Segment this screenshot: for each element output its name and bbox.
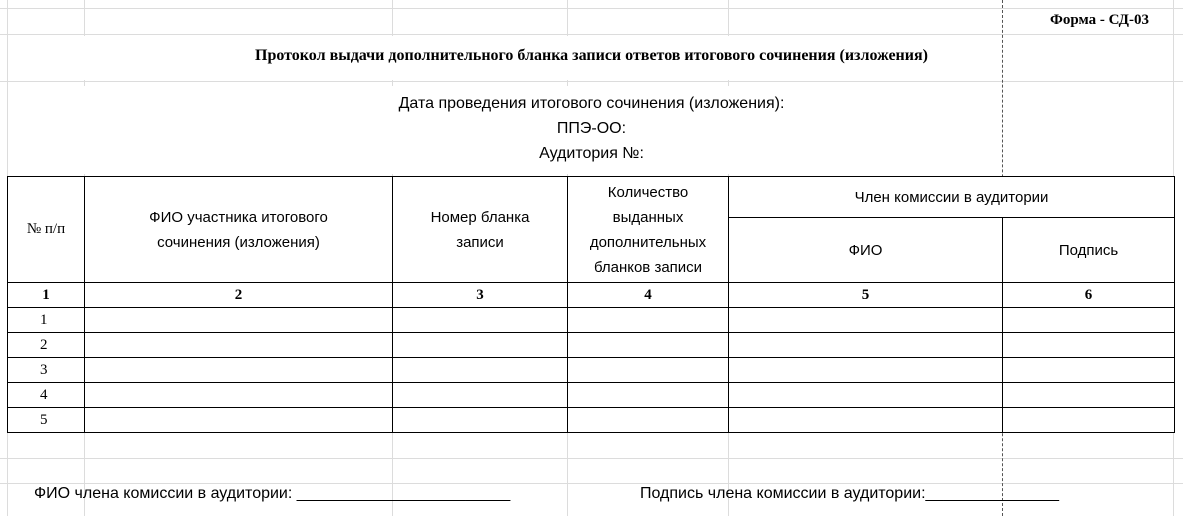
column-number: 2	[85, 283, 393, 308]
column-number: 1	[8, 283, 85, 308]
date-label: Дата проведения итогового сочинения (изложения):	[398, 95, 785, 112]
table-row	[8, 308, 1175, 333]
auditorium-label: Аудитория №:	[539, 145, 644, 162]
header-commission-member: Член комиссии в аудитории	[729, 177, 1175, 218]
table-row	[8, 383, 1175, 408]
header-blank-count: Количество выданных дополнительных бланков записи	[568, 177, 729, 283]
header-num: № п/п	[8, 177, 85, 283]
header-signature: Подпись	[1003, 218, 1175, 283]
cell-fio[interactable]	[729, 308, 1003, 333]
cell-blank-number[interactable]	[393, 333, 568, 358]
table-row	[8, 333, 1175, 358]
header-fio: ФИО	[729, 218, 1003, 283]
cell-blank-number[interactable]	[393, 358, 568, 383]
header-blank-number: Номер бланка записи	[393, 177, 568, 283]
cell-fio-participant[interactable]	[85, 383, 393, 408]
column-number-row	[8, 283, 1175, 308]
footer-member-fio: ФИО члена комиссии в аудитории: ________________________	[34, 485, 511, 502]
row-number: 3	[8, 358, 85, 383]
cell-blank-count[interactable]	[568, 383, 729, 408]
row-number: 1	[8, 308, 85, 333]
cell-blank-number[interactable]	[393, 408, 568, 433]
column-number: 6	[1003, 283, 1175, 308]
row-number: 5	[8, 408, 85, 433]
cell-fio[interactable]	[729, 383, 1003, 408]
cell-blank-number[interactable]	[393, 383, 568, 408]
cell-blank-count[interactable]	[568, 358, 729, 383]
cell-fio-participant[interactable]	[85, 333, 393, 358]
cell-fio-participant[interactable]	[85, 308, 393, 333]
protocol-table	[7, 176, 1175, 433]
row-number: 2	[8, 333, 85, 358]
cell-blank-number[interactable]	[393, 308, 568, 333]
cell-fio-participant[interactable]	[85, 408, 393, 433]
cell-fio[interactable]	[729, 358, 1003, 383]
cell-fio-participant[interactable]	[85, 358, 393, 383]
column-number: 3	[393, 283, 568, 308]
cell-signature[interactable]	[1003, 383, 1175, 408]
cell-blank-count[interactable]	[568, 308, 729, 333]
cell-blank-count[interactable]	[568, 408, 729, 433]
row-number: 4	[8, 383, 85, 408]
column-number: 4	[568, 283, 729, 308]
column-number: 5	[729, 283, 1003, 308]
table-row	[8, 408, 1175, 433]
ppe-label: ППЭ-ОО:	[556, 120, 627, 137]
cell-signature[interactable]	[1003, 358, 1175, 383]
form-code: Форма - СД-03	[1049, 12, 1149, 28]
header-fio-participant: ФИО участника итогового сочинения (изложения)	[85, 177, 393, 283]
cell-blank-count[interactable]	[568, 333, 729, 358]
cell-signature[interactable]	[1003, 308, 1175, 333]
cell-signature[interactable]	[1003, 408, 1175, 433]
cell-fio[interactable]	[729, 333, 1003, 358]
cell-fio[interactable]	[729, 408, 1003, 433]
document-title: Протокол выдачи дополнительного бланка записи ответов итогового сочинения (изложения)	[255, 47, 928, 64]
footer-member-signature: Подпись члена комиссии в аудитории:_______________	[640, 485, 1059, 502]
cell-signature[interactable]	[1003, 333, 1175, 358]
table-row	[8, 358, 1175, 383]
